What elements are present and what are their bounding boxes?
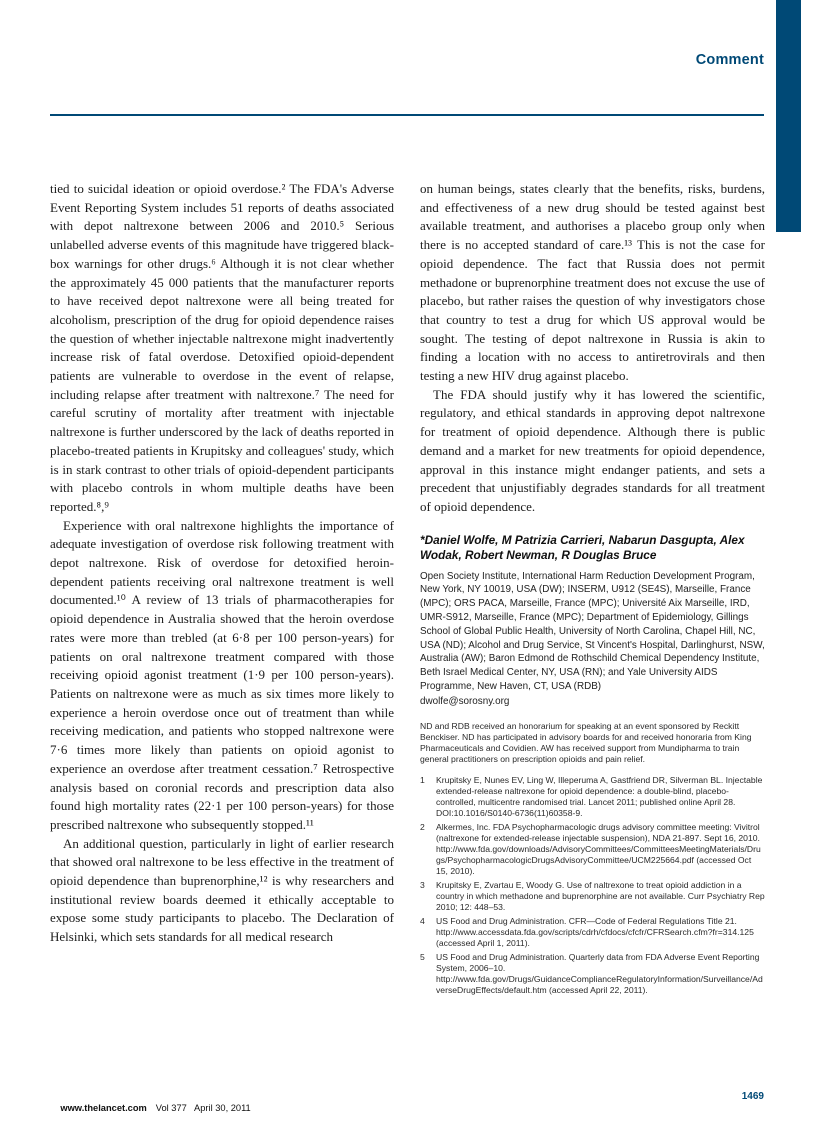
left-column — [50, 180, 394, 947]
reference-item — [420, 916, 765, 949]
reference-number: 2 — [420, 821, 425, 832]
page-number: 1469 — [741, 1091, 764, 1102]
header-rule — [50, 114, 764, 116]
reference-item — [420, 775, 765, 819]
reference-list — [420, 775, 765, 996]
body-paragraph: The FDA should justify why it has lowered the scientific, regulatory, and ethical standards in approving depot naltrexone for treatment of opioid dependence. Although there is public demand and a market for new treatments for opioid dependence, approval in this instance might endanger patients, and sets a precedent that unjustifiably degrades standards for all treatment of opioid dependence. — [420, 386, 765, 514]
section-label: Comment — [695, 52, 764, 68]
reference-text: US Food and Drug Administration. Quarterly data from FDA Adverse Event Reporting System, 2006–10. http://www.fda.gov/Drugs/GuidanceComplianceRegulatoryInformation/Surveillance/AdverseDrugEffects/default.htm (accessed April 22, 2011). — [436, 951, 763, 995]
reference-item — [420, 952, 765, 996]
reference-number: 3 — [420, 879, 425, 890]
reference-number: 4 — [420, 915, 425, 926]
body-paragraph: An additional question, particularly in light of earlier research that showed oral naltrexone to be less effective in the treatment of opioid dependence than buprenorphine,¹² is why researchers and institutional review boards deemed it ethically acceptable to expose some study participants to placebo. The Declaration of Helsinki, which sets standards for all medical research — [50, 835, 394, 945]
reference-text: Krupitsky E, Zvartau E, Woody G. Use of naltrexone to treat opioid addiction in a country in which methadone and buprenorphine are not available. Curr Psychiatry Rep 2010; 12: 448–53. — [436, 879, 765, 912]
footer-site-link[interactable]: www.thelancet.com — [60, 1103, 147, 1113]
email-link[interactable]: dwolfe@sorosny.org — [420, 695, 510, 707]
reference-text: Alkermes, Inc. FDA Psychopharmacologic drugs advisory committee meeting: Vivitrol (naltrexone for extended-release injectable suspension), NDA 21-897. Sept 16, 2010. http://www.fda.gov/downloads/AdvisoryCommittees/CommitteesMeetingMaterials/Drugs/PsychopharmacologicDrugsAdvisoryCommittee/UCM225664.pdf (accessed Oct 15, 2010). — [436, 821, 761, 876]
reference-item — [420, 880, 765, 913]
reference-item — [420, 822, 765, 877]
conflict-of-interest-note: ND and RDB received an honorarium for speaking at an event sponsored by Reckitt Benckiser. ND has participated in advisory boards for and received honoraria from King Pharmaceuticals and Covidien. AW has received support from Mundipharma to train general practitioners on prescription opioids and pain relief. — [420, 720, 752, 764]
lancet-corner-tab — [776, 0, 801, 232]
body-paragraph: on human beings, states clearly that the benefits, risks, burdens, and effectiveness of a new drug should be tested against best available treatment, and authorises a placebo group only when there is no accepted standard of care.¹³ This is not the case for opioid dependence. The fact that Russia does not permit methadone or buprenorphine treatment does not excuse the use of placebo, but rather raises the question of why investigators chose that country to test a drug for which US approval would be sought. The testing of depot naltrexone in Russia is akin to finding a location with no access to antiretrovirals and then testing a new HIV drug against placebo. — [420, 181, 765, 384]
reference-text: Krupitsky E, Nunes EV, Ling W, Illeperuma A, Gastfriend DR, Silverman BL. Injectable extended-release naltrexone for opioid dependence: a double-blind, placebo-controlled, multicentre randomised trial. Lancet 2011; published online April 28. DOI:10.1016/S0140-6736(11)60358-9. — [436, 774, 763, 818]
reference-number: 5 — [420, 951, 425, 962]
right-column — [420, 180, 765, 999]
affiliations: Open Society Institute, International Harm Reduction Development Program, New York, NY 10019, USA (DW); INSERM, U912 (SE4S), Marseille, France (MPC); ORS PACA, Marseille, France (MPC); Université Aix Marseille, IRD, UMR-S912, Marseille, France (MPC); Department of Epidemiology, Gillings School of Global Public Health, University of North Carolina, Chapel Hill, NC, USA (ND); Alcohol and Drug Service, St Vincent's Hospital, Darlinghurst, NSW, Australia (AW); Baron Edmond de Rothschild Chemical Dependency Institute, Beth Israel Medical Center, NY, USA (RN); and Yale University AIDS Programme, New Haven, CT, USA (RDB) — [420, 570, 765, 693]
reference-number: 1 — [420, 774, 425, 785]
body-paragraph: tied to suicidal ideation or opioid overdose.² The FDA's Adverse Event Reporting System includes 51 reports of deaths associated with depot naltrexone between 2006 and 2010.⁵ Serious unlabelled adverse events of this magnitude have triggered black-box warnings for other drugs.⁶ Although it is not clear whether the approximately 45 000 patients that the manufacturer reports to have received depot naltrexone were all being treated for alcoholism, prescription of the drug for opioid dependence raises the question of whether injectable naltrexone might inadvertently increase risk of fatal overdose. Detoxified opioid-dependent patients are vulnerable to overdose in the event of relapse, including relapse after treatment with naltrexone.⁷ The need for careful scrutiny of mortality after treatment with injectable naltrexone is further underscored by the lack of deaths reported in placebo-treated patients in Krupitsky and colleagues' study, which is in stark contrast to other trials of opioid-dependent participants with placebo controls in whom multiple deaths have been reported.⁸,⁹ — [50, 181, 394, 514]
reference-text: US Food and Drug Administration. CFR—Code of Federal Regulations Title 21. http://www.accessdata.fda.gov/scripts/cdrh/cfdocs/cfcfr/CFRSearch.cfm?fr=314.125 (accessed April 1, 2011). — [436, 915, 754, 948]
author-list: *Daniel Wolfe, M Patrizia Carrieri, Nabarun Dasgupta, Alex Wodak, Robert Newman, R Douglas Bruce — [420, 532, 745, 563]
body-paragraph: Experience with oral naltrexone highlights the importance of adequate investigation of overdose risk following treatment with depot naltrexone. Risk of overdose for detoxified heroin-dependent patients receiving oral naltrexone treatment is well documented.¹⁰ A review of 13 trials of pharmacotherapies for opioid dependence in Australia showed that the heroin overdose rates were more than trebled (at 6·8 per 100 person-years) for patients on oral naltrexone treatment compared with those receiving opioid agonist treatment (1·9 per 100 person-years). Patients on naltrexone were as much as six times more likely to experience a heroin overdose once out of treatment than while receiving medication, and patients who stopped naltrexone were 7·6 times more likely than patients on opioid agonist to experience an overdose after treatment cessation.⁷ Retrospective analysis based on coronial records and prescription data also found high mortality rates (22·1 per 100 person-years) for those prescribed naltrexone who subsequently stopped.¹¹ — [50, 517, 394, 832]
footer-issue: Vol 377 April 30, 2011 — [155, 1103, 251, 1113]
